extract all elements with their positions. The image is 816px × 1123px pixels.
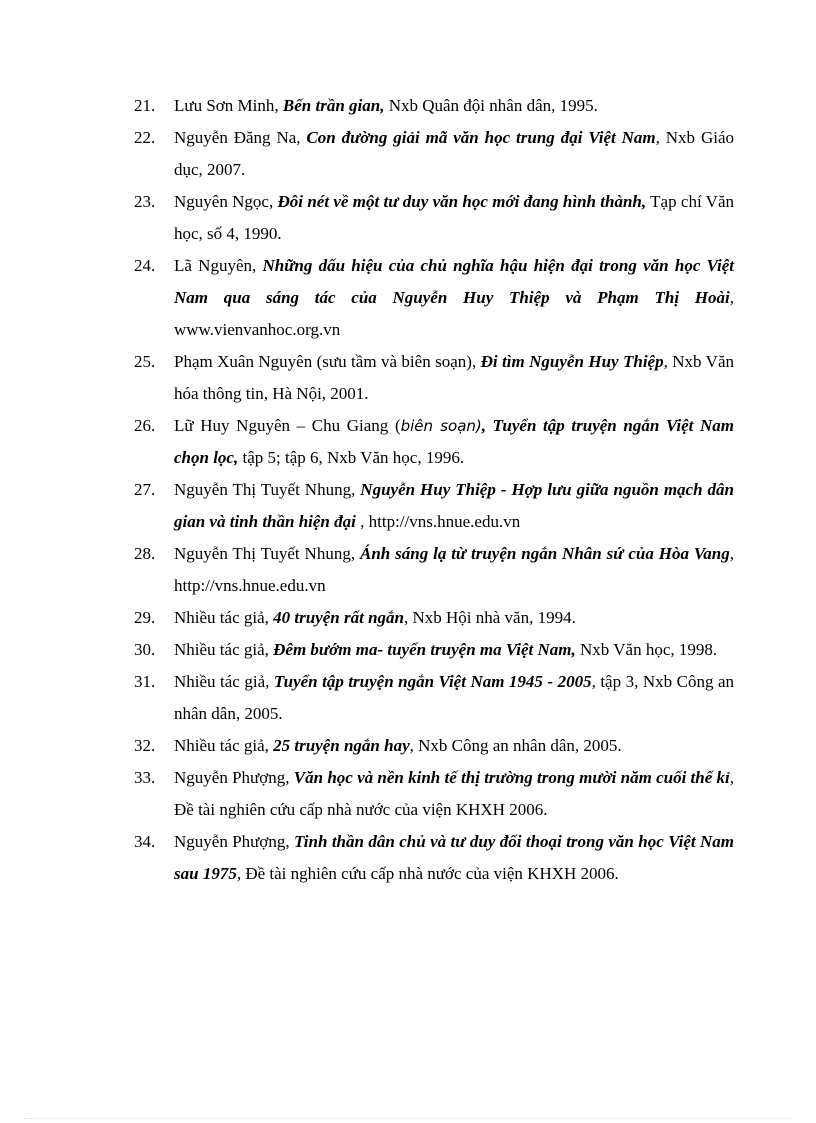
reference-item [134, 538, 734, 602]
reference-publisher: , Nxb Công an nhân dân, 2005. [409, 736, 622, 755]
reference-item [134, 122, 734, 186]
reference-item [134, 186, 734, 250]
reference-title: Đi tìm Nguyễn Huy Thiệp [480, 352, 664, 371]
reference-author: Nhiều tác giả, [174, 608, 274, 627]
reference-author: Lã Nguyên, [174, 256, 263, 275]
reference-publisher: Tạp chí Văn học, số 4, 1990. [174, 192, 734, 243]
reference-author: Lưu Sơn Minh, [174, 96, 283, 115]
reference-author: Nguyễn Thị Tuyết Nhung, [174, 480, 361, 499]
reference-number: 25. [134, 352, 156, 371]
reference-title: 40 truyện rất ngắn [273, 608, 404, 627]
reference-number: 21. [134, 96, 156, 115]
reference-item [134, 826, 734, 890]
reference-author: Nhiều tác giả, [174, 672, 274, 691]
reference-author: Nguyễn Đăng Na, [174, 128, 307, 147]
reference-publisher: , http://vns.hnue.edu.vn [355, 512, 521, 531]
reference-author: Nguyễn Phượng, [174, 832, 295, 851]
reference-title: Đêm bướm ma- tuyển truyện ma Việt Nam, [273, 640, 576, 659]
reference-title: Tinh thần dân chủ và tư duy đối thoại trong văn học Việt Nam sau 1975 [174, 832, 734, 883]
reference-number: 29. [134, 608, 156, 627]
reference-item [134, 730, 734, 762]
reference-publisher: , Đề tài nghiên cứu cấp nhà nước của viện KHXH 2006. [236, 864, 619, 883]
reference-number: 23. [134, 192, 156, 211]
reference-publisher: , www.vienvanhoc.org.vn [174, 288, 734, 339]
reference-item [134, 666, 734, 730]
reference-number: 28. [134, 544, 156, 563]
reference-number: 30. [134, 640, 156, 659]
reference-author: Nguyễn Thị Tuyết Nhung, [174, 544, 360, 563]
reference-item [134, 250, 734, 346]
reference-number: 31. [134, 672, 156, 691]
reference-title: Nguyễn Huy Thiệp - Hợp lưu giữa nguồn mạch dân gian và tinh thần hiện đại [174, 480, 734, 531]
reference-publisher: , Đề tài nghiên cứu cấp nhà nước của viện KHXH 2006. [174, 768, 735, 819]
reference-author: Lữ Huy Nguyên – Chu Giang ( [174, 416, 401, 435]
reference-author: Phạm Xuân Nguyên (sưu tầm và biên soạn), [174, 352, 481, 371]
reference-number: 27. [134, 480, 156, 499]
reference-item [134, 346, 734, 410]
reference-item [134, 634, 734, 666]
reference-author: Nguyễn Phượng, [174, 768, 294, 787]
reference-number: 26. [134, 416, 156, 435]
reference-number: 22. [134, 128, 156, 147]
reference-list [134, 90, 734, 890]
reference-item [134, 762, 734, 826]
reference-author: Nguyên Ngọc, [174, 192, 278, 211]
reference-title: Những dấu hiệu của chủ nghĩa hậu hiện đại trong văn học Việt Nam qua sáng tác của Nguyễn Huy Thiệp và Phạm Thị Hoài [174, 256, 734, 307]
reference-number: 24. [134, 256, 156, 275]
reference-title: Văn học và nền kinh tế thị trường trong mười năm cuối thế kỉ [293, 768, 730, 787]
reference-publisher: , http://vns.hnue.edu.vn [174, 544, 734, 595]
reference-editor-note: biên soạn) [400, 417, 482, 435]
reference-number: 33. [134, 768, 156, 787]
reference-title: 25 truyện ngắn hay [273, 736, 410, 755]
reference-title: Tuyển tập truyện ngắn Việt Nam 1945 - 2005 [273, 672, 592, 691]
reference-author: Nhiều tác giả, [174, 640, 274, 659]
reference-item [134, 410, 734, 474]
reference-item [134, 90, 734, 122]
reference-item [134, 474, 734, 538]
reference-publisher: , tập 3, Nxb Công an nhân dân, 2005. [174, 672, 734, 723]
reference-title: Con đường giải mã văn học trung đại Việt Nam [306, 128, 656, 147]
reference-number: 34. [134, 832, 156, 851]
reference-title: Bến trần gian, [282, 96, 385, 115]
reference-publisher: Nxb Quân đội nhân dân, 1995. [384, 96, 598, 115]
reference-publisher: , Nxb Giáo dục, 2007. [174, 128, 734, 179]
reference-title: , Tuyển tập truyện ngắn Việt Nam chọn lọc, [174, 416, 734, 467]
reference-title: Đôi nét về một tư duy văn học mới đang hình thành, [277, 192, 647, 211]
reference-author: Nhiều tác giả, [174, 736, 274, 755]
reference-publisher: Nxb Văn học, 1998. [575, 640, 718, 659]
reference-title: Ánh sáng lạ từ truyện ngắn Nhân sứ của Hòa Vang [359, 544, 730, 563]
reference-number: 32. [134, 736, 156, 755]
page-bottom-divider [24, 1118, 792, 1119]
reference-item [134, 602, 734, 634]
reference-publisher: , Nxb Văn hóa thông tin, Hà Nội, 2001. [174, 352, 734, 403]
reference-publisher: tập 5; tập 6, Nxb Văn học, 1996. [238, 448, 465, 467]
reference-publisher: , Nxb Hội nhà văn, 1994. [403, 608, 576, 627]
